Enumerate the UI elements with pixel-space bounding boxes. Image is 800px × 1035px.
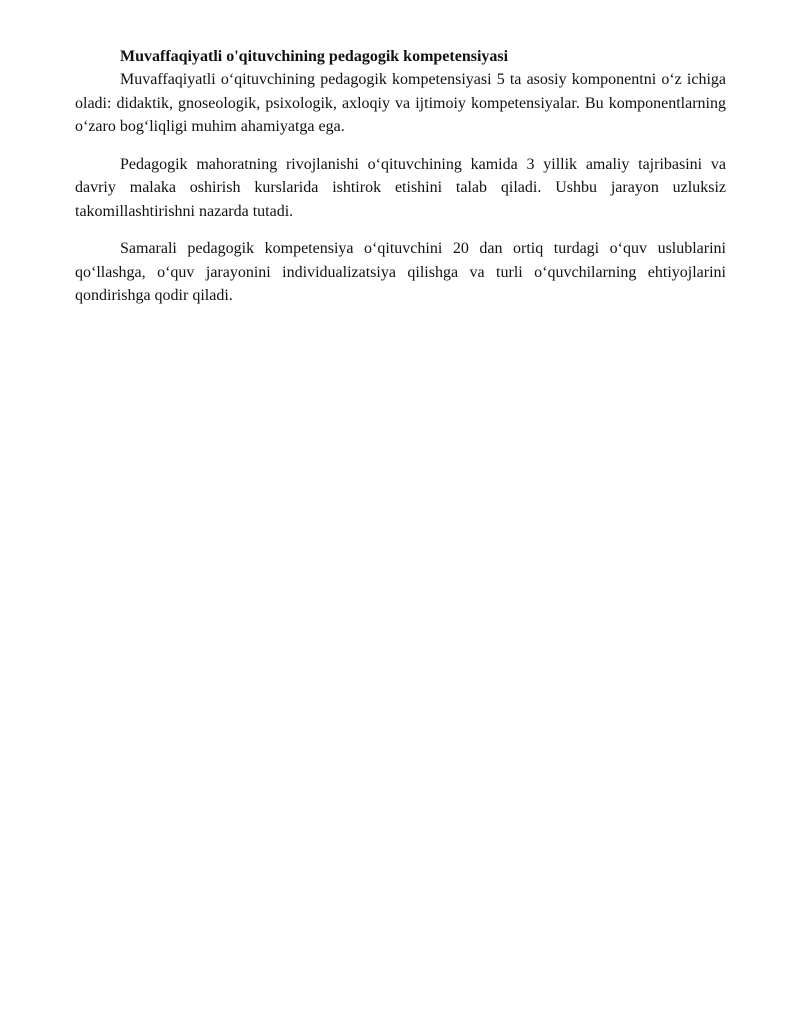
- paragraph-development: Pedagogik mahoratning rivojlanishi o‘qituvchining kamida 3 yillik amaliy tajribasini va davriy malaka oshirish kurslarida ishtirok etishini talab qiladi. Ushbu jarayon uzluksiz takomillashtirishni nazarda tutadi.: [75, 155, 726, 220]
- document-title: Muvaffaqiyatli o'qituvchining pedagogik kompetensiyasi: [120, 48, 509, 65]
- document-body: [75, 46, 726, 322]
- paragraph-effectiveness: Samarali pedagogik kompetensiya o‘qituvchini 20 dan ortiq turdagi o‘quv uslublarini qo‘llashga, o‘quv jarayonini individualizatsiya qilishga va turli o‘quvchilarning ehtiyojlarini qondirishga qodir qiladi.: [75, 240, 726, 304]
- paragraph-components: Muvaffaqiyatli o‘qituvchining pedagogik kompetensiyasi 5 ta asosiy komponentni o‘z ichiga oladi: didaktik, gnoseologik, psixologik, axloqiy va ijtimoiy kompetensiyalar. Bu komponentlarning o‘zaro bog‘liqligi muhim ahamiyatga ega.: [75, 71, 726, 135]
